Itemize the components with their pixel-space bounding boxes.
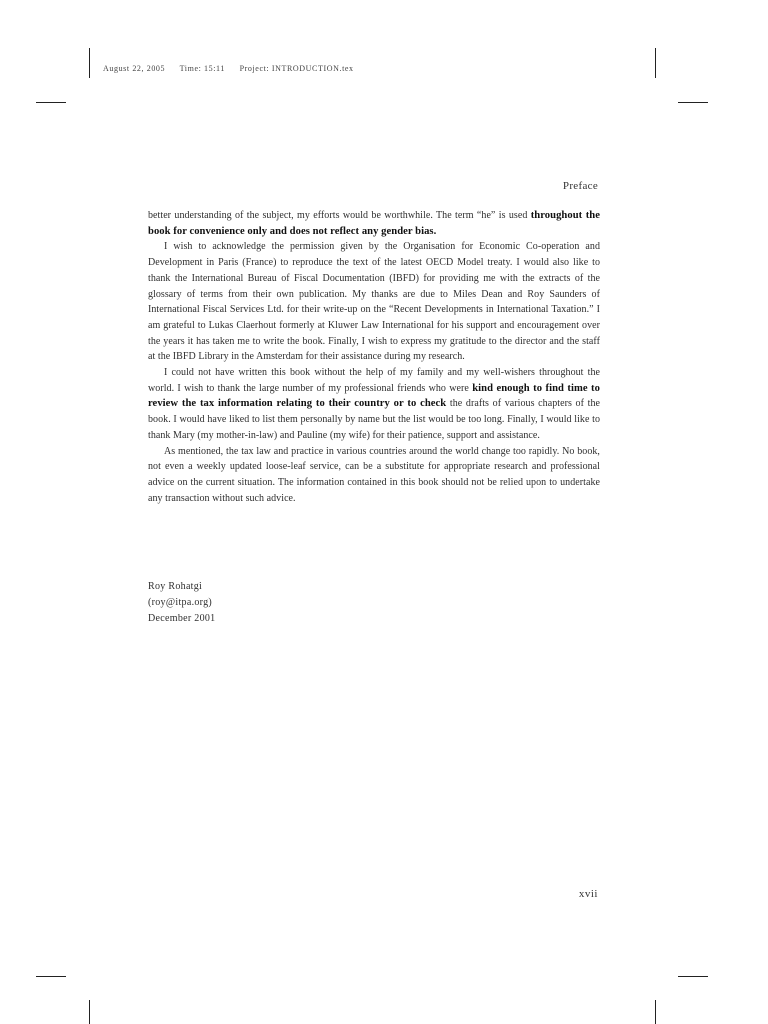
crop-mark-bottom-left-horizontal: [36, 976, 66, 977]
paragraph-1-bold: throughout the book for convenience only and does not reflect any gender bias.: [148, 210, 600, 237]
paragraph-2: [148, 239, 600, 365]
crop-mark-bottom-left-vertical: [89, 1000, 90, 1024]
print-slug: [103, 64, 366, 73]
paragraph-3-bold: kind enough to find time to review the tax information relating to their country or to check: [148, 382, 600, 410]
body-text: [148, 208, 600, 506]
crop-mark-top-left-horizontal: [36, 102, 66, 103]
signature-email: (roy@itpa.org): [148, 596, 213, 608]
paragraph-4: [148, 444, 600, 507]
slug-time: Time: 15:11: [179, 64, 225, 73]
paragraph-1-lead: better understanding of the subject, my efforts would be worthwhile. The term “he” is used: [148, 210, 528, 221]
crop-mark-bottom-right-horizontal: [678, 976, 708, 977]
crop-mark-top-right-vertical: [655, 48, 656, 78]
paragraph-4-lead: As mentioned, the tax law and practice in various countries around the world change too rapidly. No book, not even a weekly updated loose-leaf service, can be a substitute for appropriate research and professional advice on the current situation. The information contained in this book should not be relied upon to undertake any transaction without such advice.: [148, 445, 600, 504]
slug-date: August 22, 2005: [103, 64, 166, 73]
paragraph-3: [148, 365, 600, 444]
paragraph-3-rest: the drafts of various chapters of the book. I would have liked to list them personally by name but the list would be too long. Finally, I would like to thank Mary (my mother-in-law) and Pauline (my wife) for their patience, support and assistance.: [148, 398, 600, 441]
crop-mark-bottom-right-vertical: [655, 1000, 656, 1024]
paragraph-3-lead: I could not have written this book without the help of my family and my well-wishers throughout the world. I wish to thank the large number of my professional friends who were: [148, 367, 600, 394]
crop-mark-top-right-horizontal: [678, 102, 708, 103]
page-number: xvii: [578, 888, 598, 900]
paragraph-1: [148, 208, 600, 239]
signature-date: December 2001: [148, 612, 216, 624]
signature-block: [148, 579, 215, 626]
signature-name: Roy Rohatgi: [148, 581, 203, 592]
running-head: Preface: [562, 180, 598, 192]
paragraph-2-lead: I wish to acknowledge the permission given by the Organisation for Economic Co-operation and Development in Paris (France) to reproduce the text of the latest OECD Model treaty. I would also like to thank the International Bureau of Fiscal Documentation (IBFD) for providing me with the extracts of the glossary of terms from their own publication. My thanks are due to Miles Dean and Roy Saunders of International Fiscal Services Ltd. for their write-up on the “Recent Developments in International Taxation.” I am grateful to Lukas Claerhout formerly at Kluwer Law International for his support and encouragement over the years it has taken me to write the book. Finally, I wish to express my gratitude to the director and the staff at the IBFD Library in the Amsterdam for their assistance during my research.: [148, 241, 600, 363]
slug-project: Project: INTRODUCTION.tex: [239, 64, 354, 73]
crop-mark-top-left-vertical: [89, 48, 90, 78]
